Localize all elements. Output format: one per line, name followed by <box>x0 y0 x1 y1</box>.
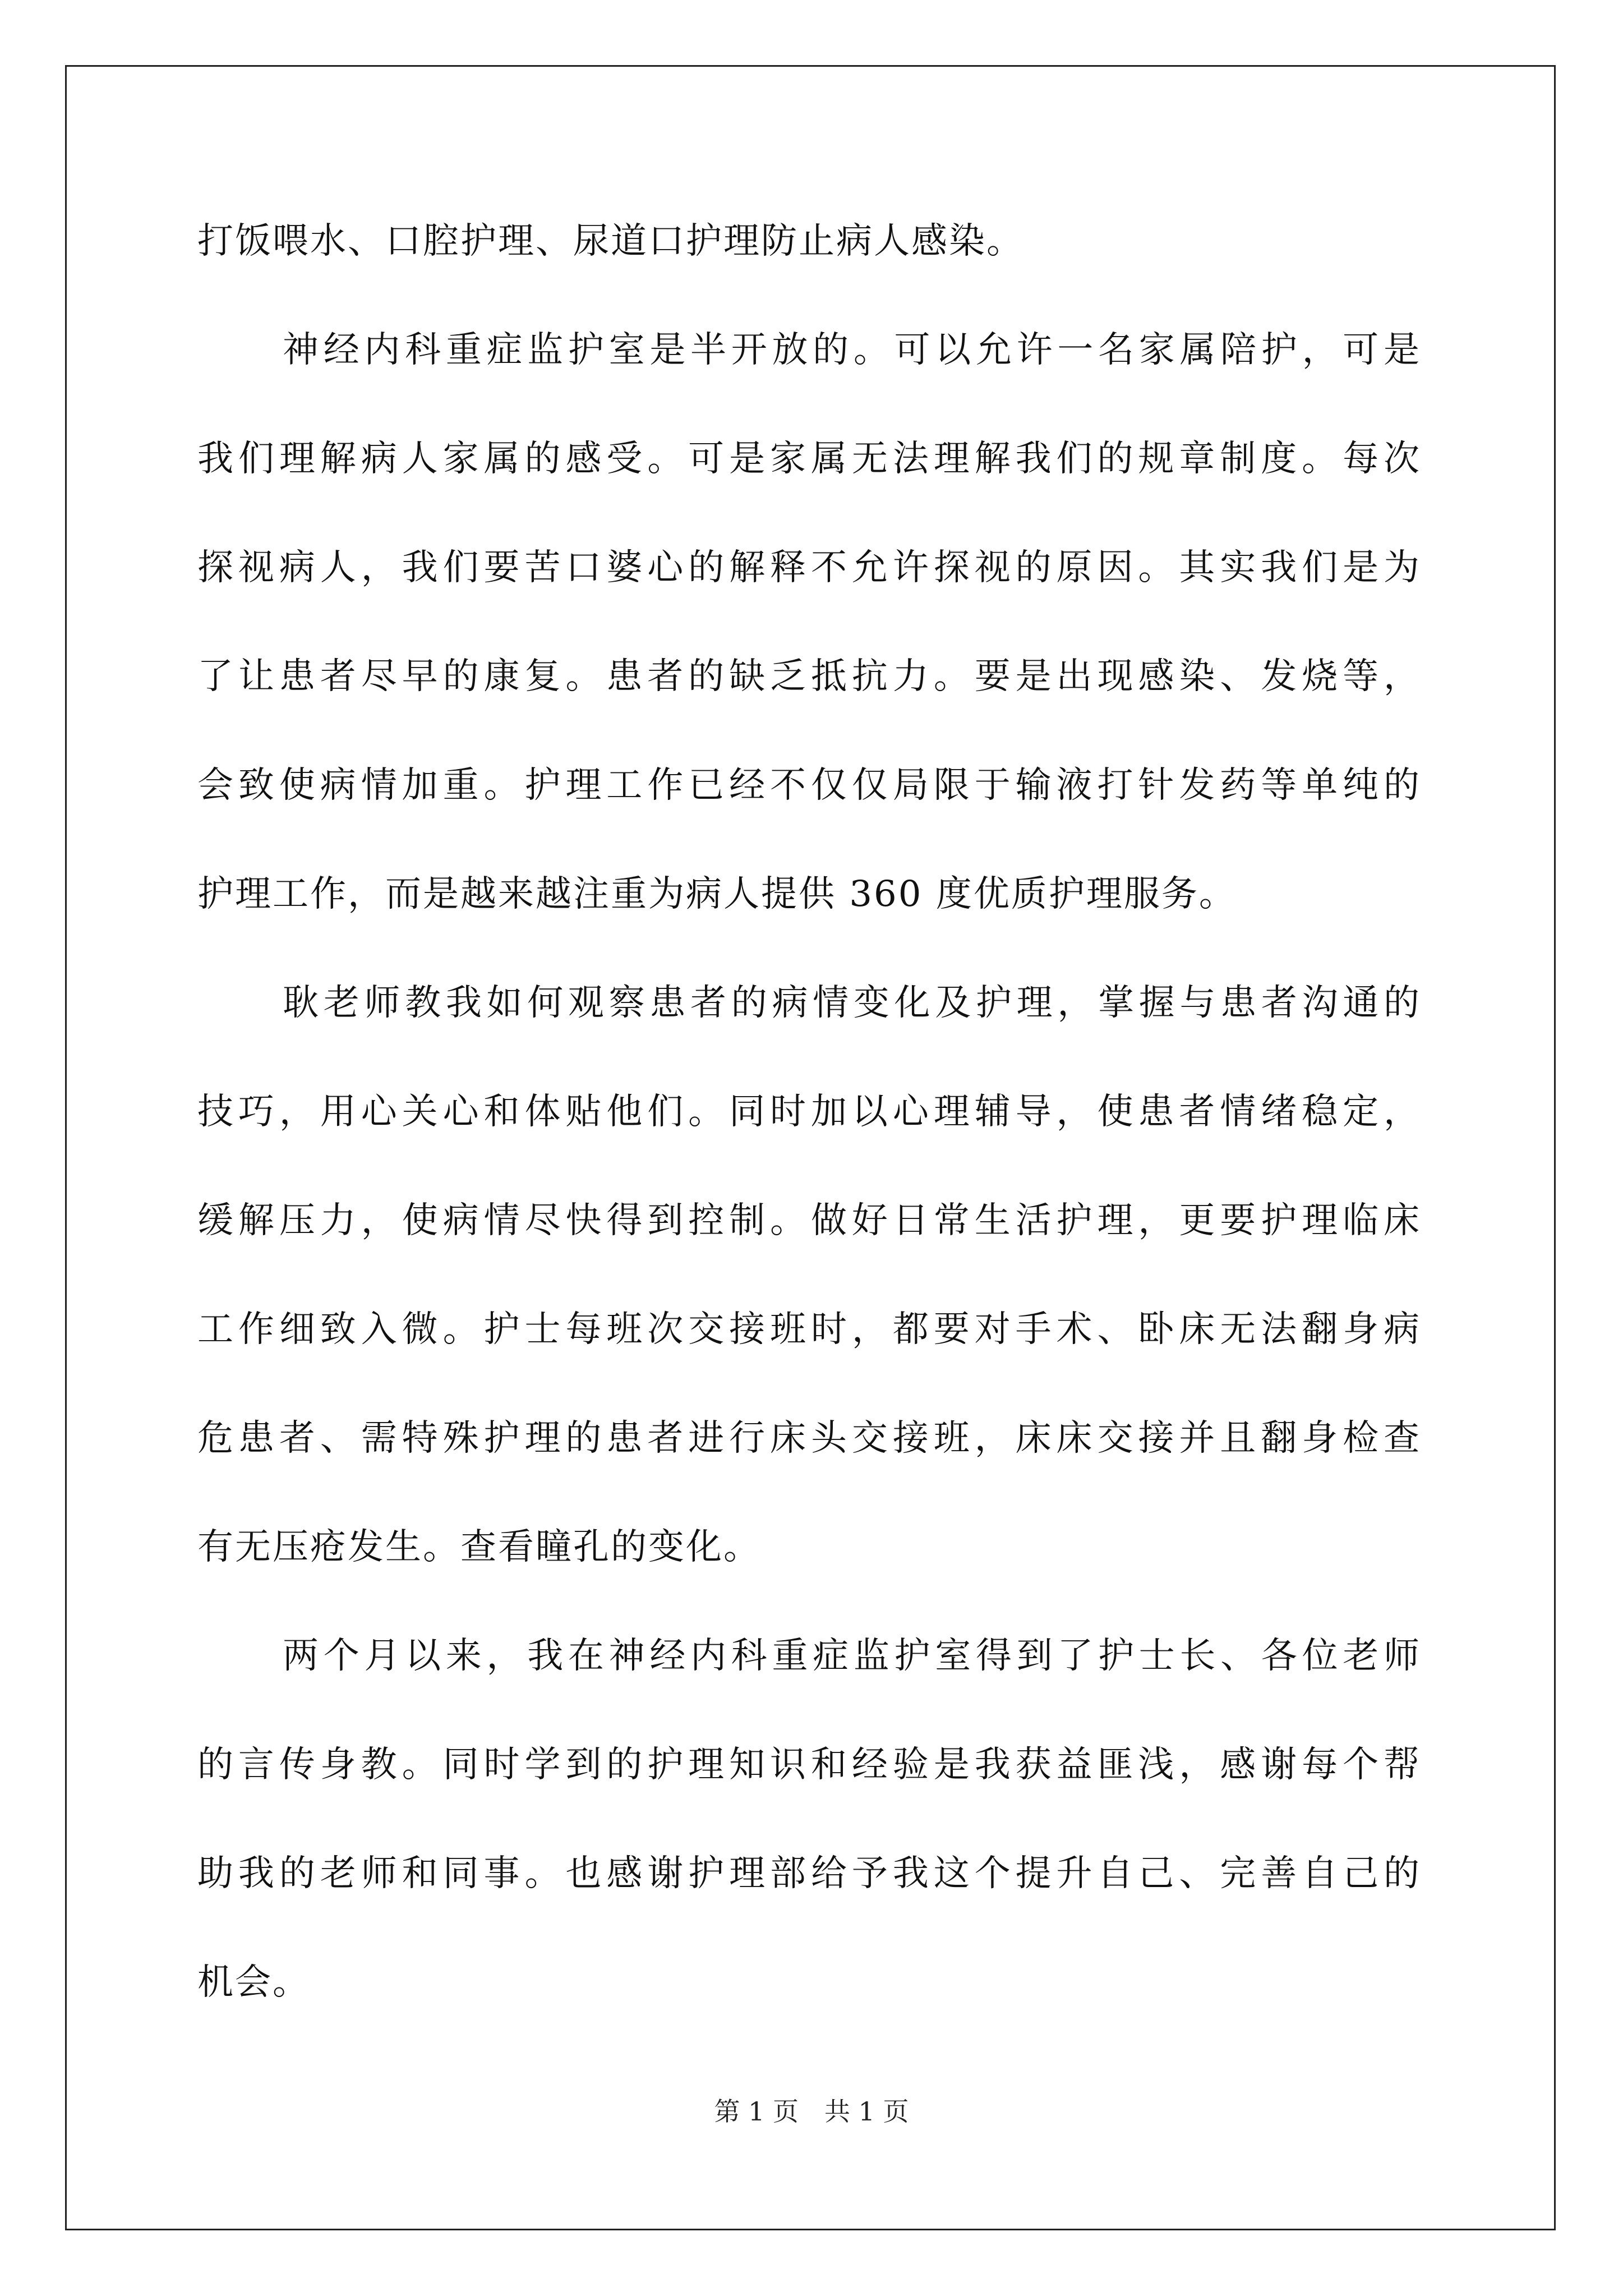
paragraph-4-line-1: 两个月以来，我在神经内科重症监护室得到了护士长、各位老师 <box>283 1635 1421 1677</box>
paragraph-4-line-2: 的言传身教。同时学到的护理知识和经验是我获益匪浅，感谢每个帮 <box>197 1744 1421 1786</box>
paragraph-2-line-1: 神经内科重症监护室是半开放的。可以允许一名家属陪护，可是 <box>283 329 1421 371</box>
paragraph-2-line-5: 会致使病情加重。护理工作已经不仅仅局限于输液打针发药等单纯的 <box>197 765 1421 806</box>
paragraph-3-line-3: 缓解压力，使病情尽快得到控制。做好日常生活护理，更要护理临床 <box>197 1200 1421 1241</box>
paragraph-1-line-1: 打饭喂水、口腔护理、尿道口护理防止病人感染。 <box>197 220 1024 262</box>
paragraph-3-line-6: 有无压疮发生。查看瞳孔的变化。 <box>197 1526 761 1568</box>
document-body <box>197 214 1421 2010</box>
paragraph-2-line-2: 我们理解病人家属的感受。可是家属无法理解我们的规章制度。每次 <box>197 438 1421 480</box>
page-number-footer: 第 1 页 共 1 页 <box>714 2096 909 2127</box>
paragraph-2-line-6: 护理工作，而是越来越注重为病人提供 360 度优质护理服务。 <box>197 873 1237 915</box>
paragraph-3-line-2: 技巧，用心关心和体贴他们。同时加以心理辅导，使患者情绪稳定， <box>197 1091 1421 1133</box>
paragraph-3-line-5: 危患者、需特殊护理的患者进行床头交接班，床床交接并且翻身检查 <box>197 1418 1421 1459</box>
paragraph-2-line-4: 了让患者尽早的康复。患者的缺乏抵抗力。要是出现感染、发烧等， <box>197 656 1421 697</box>
paragraph-4-line-3: 助我的老师和同事。也感谢护理部给予我这个提升自己、完善自己的 <box>197 1853 1421 1894</box>
paragraph-2-line-3: 探视病人，我们要苦口婆心的解释不允许探视的原因。其实我们是为 <box>197 547 1421 588</box>
paragraph-3-line-1: 耿老师教我如何观察患者的病情变化及护理，掌握与患者沟通的 <box>283 982 1421 1024</box>
paragraph-3-line-4: 工作细致入微。护士每班次交接班时，都要对手术、卧床无法翻身病 <box>197 1309 1421 1350</box>
paragraph-4-line-4: 机会。 <box>197 1962 310 2003</box>
